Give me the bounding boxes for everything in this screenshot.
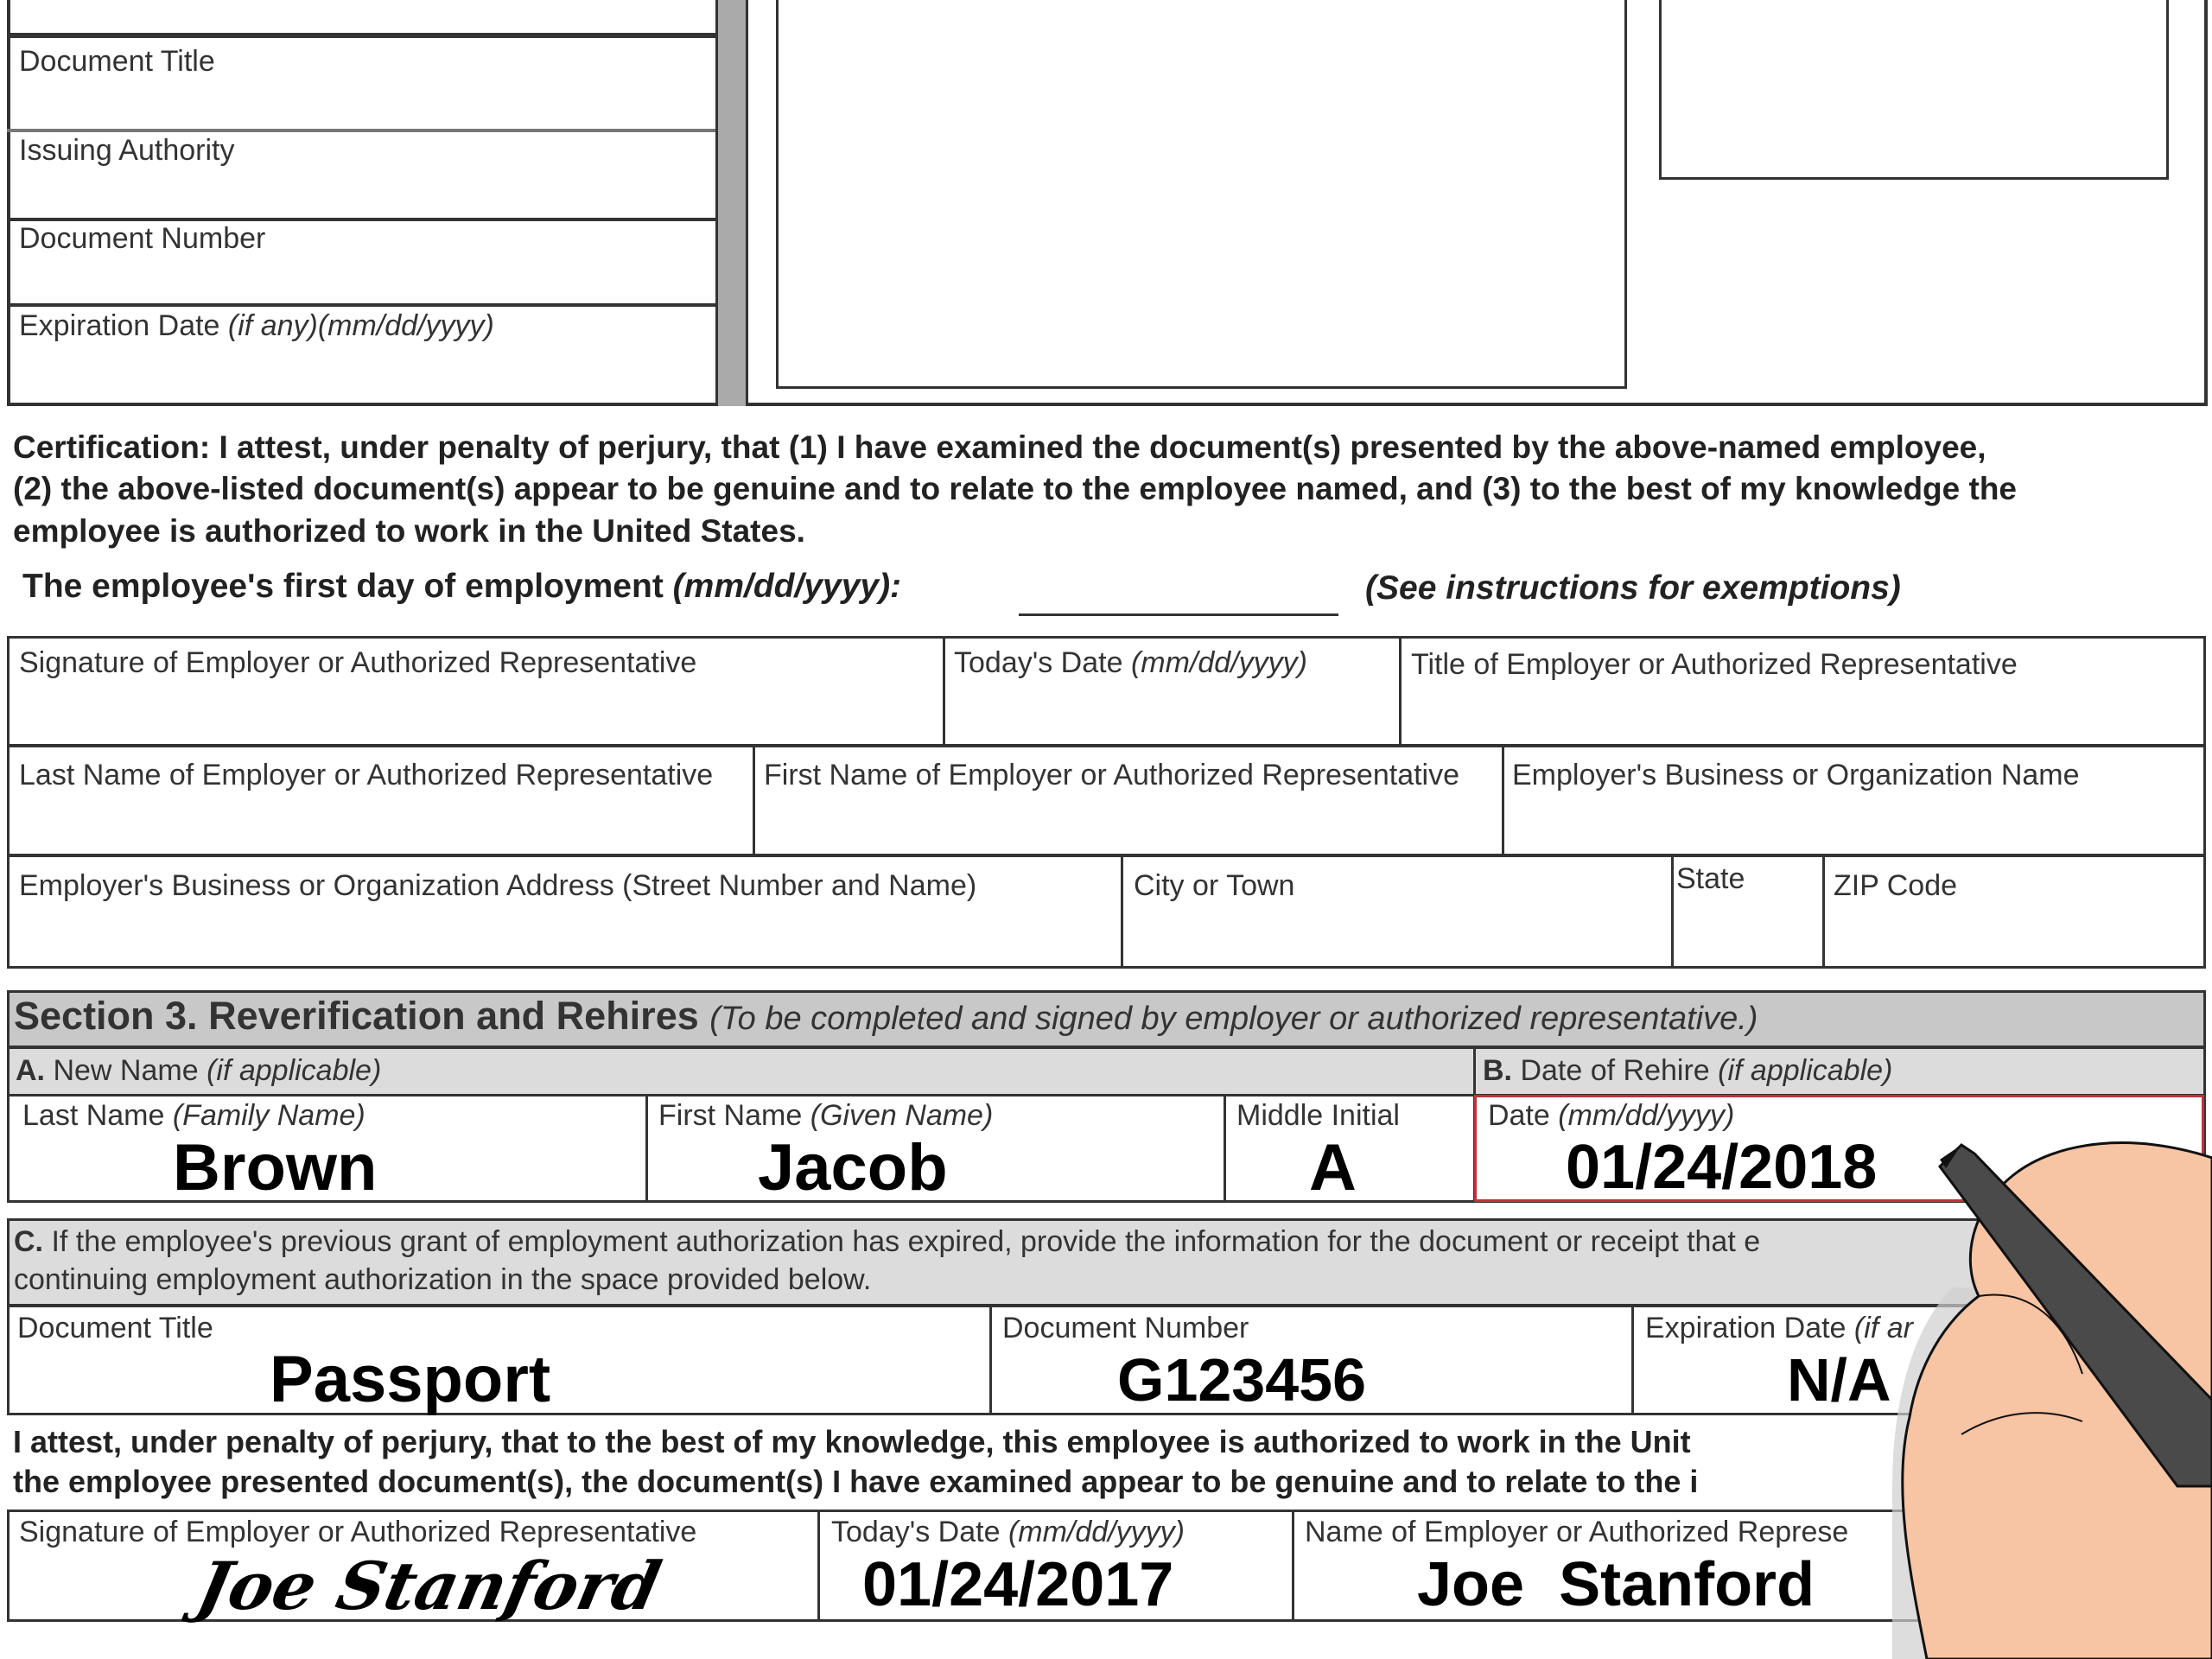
divider [1292,1510,1294,1621]
signature-field[interactable]: Joe Stanford [190,1548,668,1624]
divider [645,1095,648,1202]
certification-line-2: (2) the above-listed document(s) appear to be genuine and to relate to the employee named, and (3) to the best of my knowledge the [13,471,2018,506]
divider [7,218,717,221]
employer-title-field[interactable]: Title of Employer or Authorized Representative [1411,648,2018,681]
label-hint: (Family Name) [172,1099,365,1132]
first-day-hint: (mm/dd/yyyy): [672,568,902,605]
attest-line-1: I attest, under penalty of perjury, that to the best of my knowledge, this employee is authorized to work in the Unit [13,1424,1691,1459]
column-separator [715,0,748,406]
divider [7,854,2206,857]
label-text: If the employee's previous grant of employment authorization has expired, provide the information for the document or receipt that e [51,1225,1761,1258]
certification-line-3: employee is authorized to work in the United States. [13,513,805,549]
title-text: Section 3. Reverification and Rehires [14,994,699,1038]
divider [1502,745,1504,855]
label-hint: (if applicable) [207,1054,382,1087]
label-document-title: Document Title [19,45,215,78]
c-line-1 [14,1225,1760,1259]
divider [1399,636,1402,746]
last-name-field[interactable]: Brown [173,1131,378,1205]
divider [1631,1306,1634,1414]
label-document-number-s3: Document Number [1002,1312,1249,1344]
label-expiration-date [19,309,494,343]
document-number-field[interactable]: G123456 [1117,1346,1367,1414]
label-hint: (if ar [1853,1312,1913,1344]
label-text: Date [1488,1099,1550,1132]
label-rehire-date [1488,1099,1734,1133]
employer-name-field[interactable]: Joe Stanford [1417,1550,1815,1619]
middle-initial-field[interactable]: A [1309,1131,1357,1205]
label-hint: (if applicable) [1718,1054,1893,1087]
label-letter: C. [14,1225,43,1258]
right-box [1659,0,2169,180]
document-title-field[interactable]: Passport [270,1343,551,1416]
label-signature-s3: Signature of Employer or Authorized Representative [19,1516,697,1548]
label-issuing-authority: Issuing Authority [19,134,235,167]
employer-address-field[interactable]: Employer's Business or Organization Address (Street Number and Name) [19,869,977,902]
label-text: Last Name [22,1099,165,1132]
label-last-name [22,1099,365,1133]
label-employer-name-s3: Name of Employer or Authorized Represe [1305,1516,1849,1548]
label-text: Expiration Date [1645,1312,1847,1344]
expiration-field[interactable]: N/A [1787,1346,1891,1414]
label-text: First Name [658,1099,803,1132]
exemptions-note: (See instructions for exemptions) [1365,569,1901,607]
rehire-date-field[interactable]: 01/24/2018 [1566,1133,1878,1202]
divider [7,33,717,38]
label-text: Date of Rehire [1520,1054,1710,1087]
hand-with-pen-illustration [1858,1123,2212,1659]
employer-state-field[interactable]: State [1676,862,1745,895]
label-document-title-s3: Document Title [17,1312,213,1344]
section3-title [14,994,1758,1039]
label-hint: (mm/dd/yyyy) [1558,1099,1735,1132]
label-middle-initial: Middle Initial [1236,1099,1400,1132]
employer-table [7,636,2206,969]
label-text: Today's Date [831,1516,1001,1548]
divider [817,1510,820,1621]
divider [7,744,2206,747]
label-date-of-rehire [1483,1054,1892,1088]
employer-todays-date-field[interactable] [954,646,1307,680]
attest-line-2: the employee presented document(s), the document(s) I have examined appear to be genuine and to relate to the i [13,1464,1699,1499]
employer-city-field[interactable]: City or Town [1134,869,1295,902]
label-hint: (Given Name) [810,1099,994,1132]
employer-last-name-field[interactable]: Last Name of Employer or Authorized Representative [19,759,714,791]
divider [7,129,717,132]
divider [1224,1095,1226,1202]
label-first-name [658,1099,993,1133]
employer-signature-field[interactable]: Signature of Employer or Authorized Representative [19,646,697,679]
label-new-name [16,1054,381,1088]
title-subtitle: (To be completed and signed by employer or authorized representative.) [709,1001,1758,1037]
divider [7,303,717,307]
divider [1822,855,1825,968]
label-text: Expiration Date [19,309,220,342]
employer-business-name-field[interactable]: Employer's Business or Organization Name [1512,759,2080,791]
c-line-2: continuing employment authorization in the space provided below. [14,1263,872,1296]
certification-line-1: Certification: I attest, under penalty of perjury, that (1) I have examined the document(s) presented by the above-named employee, [13,429,1986,465]
label-text: Today's Date [954,646,1123,679]
label-hint: (mm/dd/yyyy) [1007,1516,1185,1548]
label-letter: A. [16,1054,45,1087]
today-date-field[interactable]: 01/24/2017 [862,1550,1174,1619]
middle-box [776,0,1627,389]
divider [943,636,945,746]
label-letter: B. [1483,1054,1512,1087]
label-hint: (mm/dd/yyyy) [1130,646,1307,679]
employer-first-name-field[interactable]: First Name of Employer or Authorized Representative [764,759,1460,791]
divider [1121,855,1123,968]
divider [753,745,755,855]
divider [989,1306,992,1414]
divider [1671,855,1674,968]
employer-zip-field[interactable]: ZIP Code [1834,869,1958,902]
first-name-field[interactable]: Jacob [758,1131,948,1205]
label-text: New Name [53,1054,199,1087]
first-day-label [22,568,901,606]
label-today-s3 [831,1516,1185,1549]
first-day-text: The employee's first day of employment [22,568,664,605]
label-document-number: Document Number [19,222,266,255]
label-hint: (if any)(mm/dd/yyyy) [227,309,494,342]
first-day-input[interactable] [1019,613,1338,616]
